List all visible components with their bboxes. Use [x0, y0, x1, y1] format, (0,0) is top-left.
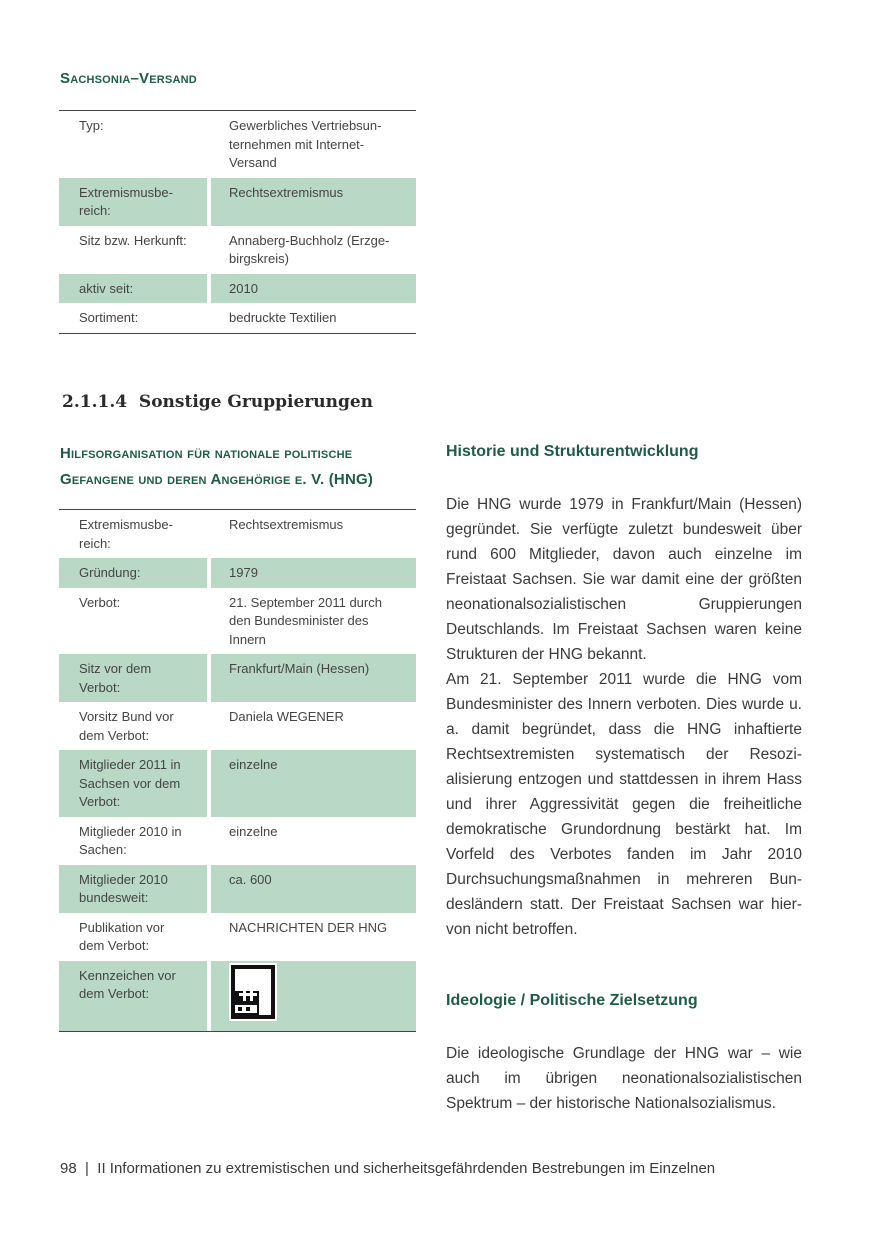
- table-row: [59, 274, 416, 304]
- row-value: 21. September 2011 durch den Bundesminister des Innern: [207, 588, 416, 655]
- history-heading: Historie und Strukturentwicklung: [446, 443, 699, 460]
- row-label: Extremismusbe- reich:: [59, 178, 207, 226]
- footer-chapter: II Informationen zu extremistischen und sicherheitsgefährdenden Bestrebungen im Einzelnen: [97, 1160, 716, 1177]
- hng-table: [59, 509, 416, 1032]
- row-value: bedruckte Textilien: [207, 303, 416, 333]
- page-footer: [60, 1160, 715, 1177]
- row-value: Rechtsextremismus: [207, 178, 416, 226]
- table-row: [59, 654, 416, 702]
- row-value: Rechtsextremismus: [207, 510, 416, 558]
- row-value: NACHRICHTEN DER HNG: [207, 913, 416, 961]
- hng-heading-line2: Gefangene und deren Angehörige e. V. (HNG): [60, 471, 374, 488]
- table-row: [59, 510, 416, 558]
- table-row: [59, 226, 416, 274]
- row-label: Sitz vor dem Verbot:: [59, 654, 207, 702]
- row-value: einzelne: [207, 750, 416, 817]
- table-row: [59, 111, 416, 178]
- row-label: Extremismusbe- reich:: [79, 517, 173, 551]
- page-number: 98: [60, 1160, 77, 1177]
- row-value: 1979: [207, 558, 416, 588]
- row-label: Vorsitz Bund vor dem Verbot:: [79, 709, 174, 743]
- section-title: [62, 392, 373, 412]
- section-number: 2.1.1.4: [62, 392, 128, 412]
- row-label: Publikation vor dem Verbot:: [79, 919, 165, 953]
- table-row: [59, 702, 416, 750]
- row-value: Frankfurt/Main (Hessen): [207, 654, 416, 702]
- row-value: einzelne: [207, 817, 416, 865]
- ideology-heading: Ideologie / Politische Zielsetzung: [446, 992, 698, 1009]
- row-label: Sitz bzw. Herkunft:: [79, 232, 187, 248]
- row-value: Gewerbliches Vertriebsun- ternehmen mit Internet- Versand: [207, 111, 416, 178]
- row-label: Gründung:: [59, 558, 207, 588]
- row-value: 2010: [207, 274, 416, 304]
- row-label: Verbot:: [79, 594, 121, 610]
- row-label: aktiv seit:: [59, 274, 207, 304]
- row-label: Mitglieder 2011 in Sachsen vor dem Verbot:: [59, 750, 207, 817]
- footer-separator: |: [85, 1160, 89, 1177]
- sachsonia-table: [59, 110, 416, 334]
- table-row: [59, 865, 416, 913]
- table-row: [59, 961, 416, 1032]
- row-value: Annaberg-Buchholz (Erzge- birgskreis): [207, 226, 416, 274]
- table-row: [59, 588, 416, 655]
- table-row: [59, 178, 416, 226]
- history-text: [446, 492, 802, 942]
- table-row: [59, 913, 416, 961]
- hng-heading: [60, 441, 373, 493]
- row-value: ca. 600: [207, 865, 416, 913]
- history-paragraph-2: Am 21. September 2011 wurde die HNG vom Bundesminister des Innern verboten. Dies wurde u. a. damit begründet, dass die HNG inhaftierte Rechtsextremisten systematisch der Resozialisierung entzogen und stattdessen in ihrem Hass und ihrer Aggressivität gegen die freiheitliche demokratische Grundordnung bestärkt hat. Im Vorfeld des Verbotes fanden im Jahr 2010 Durchsuchungsmaßnahmen in mehreren Bundesländern statt. Der Freistaat Sachsen war hiervon nicht betroffen.: [446, 671, 802, 938]
- row-label: Typ:: [79, 118, 104, 133]
- table-row: [59, 303, 416, 333]
- row-label: Mitglieder 2010 in Sachen:: [79, 823, 182, 857]
- hng-heading-line1: Hilfsorganisation für nationale politische: [60, 445, 353, 462]
- section-title-text: Sonstige Gruppierungen: [138, 392, 374, 412]
- row-value: [207, 961, 416, 1032]
- sachsonia-heading: Sachsonia–Versand: [60, 70, 197, 87]
- ideology-text: [446, 1041, 802, 1116]
- table-row: [59, 750, 416, 817]
- row-label: Sortiment:: [79, 310, 139, 325]
- hng-emblem-icon: [229, 963, 277, 1021]
- row-label: Mitglieder 2010 bundesweit:: [59, 865, 207, 913]
- table-row: [59, 558, 416, 588]
- row-value: Daniela WEGENER: [207, 702, 416, 750]
- ideology-paragraph: Die ideologische Grundlage der HNG war – wie auch im übrigen neonationalsozialistischen Spektrum – der historische Nationalsozialismus.: [446, 1045, 802, 1112]
- row-label: Kennzeichen vor dem Verbot:: [59, 961, 207, 1032]
- table-row: [59, 817, 416, 865]
- history-paragraph-1: Die HNG wurde 1979 in Frankfurt/Main (Hessen) gegründet. Sie verfügte zuletzt bundesweit über rund 600 Mitglieder, davon auch einzelne im Freistaat Sachsen. Sie war damit eine der größten neonationalsozialistischen Gruppierungen Deutschlands. Im Freistaat Sachsen waren keine Strukturen der HNG bekannt.: [446, 496, 802, 663]
